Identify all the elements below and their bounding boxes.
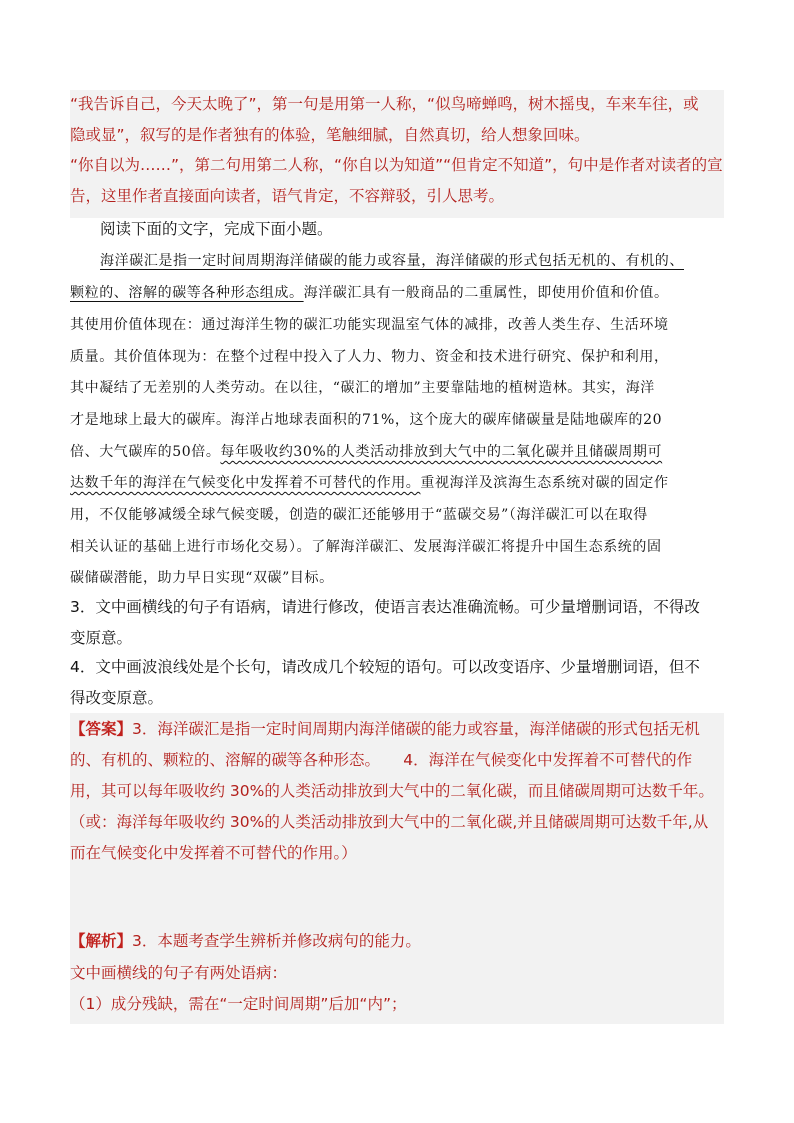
analysis-tag: 【解析】 — [70, 932, 133, 950]
answer-line: 【答案】3．海洋碳汇是指一定时间周期内海洋储碳的能力或容量，海洋储碳的形式包括无机 — [70, 720, 700, 738]
passage-line: 其使用价值体现在：通过海洋生物的碳汇功能实现温室气体的减排，改善人类生存、生活环境 — [70, 317, 669, 333]
answer-tag: 【答案】 — [70, 720, 133, 738]
passage-line: 用，不仅能够减缓全球气候变暖，创造的碳汇还能够用于“蓝碳交易”（海洋碳汇可以在取得 — [70, 507, 648, 523]
intro-analysis-line: 隐或显”，叙写的是作者独有的体验，笔触细腻，自然真切，给人想象回味。 — [70, 126, 590, 144]
answer-block — [70, 713, 724, 898]
passage-line: 其中凝结了无差别的人类劳动。在以往，“碳汇的增加”主要靠陆地的植树造林。其实，海洋 — [70, 380, 655, 396]
passage-line — [100, 254, 760, 268]
wavy-underlined-sentence: 达数千年的海洋在气候变化中发挥着不可替代的作用。 — [70, 475, 421, 491]
question-4: 4．文中画波浪线处是个长句，请改成几个较短的语句。可以改变语序、少量增删词语，但不 — [70, 658, 700, 676]
passage-line: 才是地球上最大的碳库。海洋占地球表面积的71%，这个庞大的碳库储碳量是陆地碳库的20 — [70, 412, 663, 428]
passage-line: 相关认证的基础上进行市场化交易）。了解海洋碳汇、发展海洋碳汇将提升中国生态系统的固 — [70, 539, 662, 555]
analysis-line: （1）成分残缺，需在“一定时间周期”后加“内”； — [70, 995, 407, 1013]
underlined-sentence: 海洋碳汇是指一定时间周期海洋储碳的能力或容量，海洋储碳的形式包括无机的、有机的、 — [100, 253, 684, 269]
question-3: 3．文中画横线的句子有语病，请进行修改，使语言表达准确流畅。可少量增删词语，不得改 — [70, 598, 700, 616]
answer-line: 而在气候变化中发挥着不可替代的作用。） — [70, 844, 357, 862]
passage-line: 达数千年的海洋在气候变化中发挥着不可替代的作用。重视海洋及滨海生态系统对碳的固定作 — [70, 475, 669, 491]
answer-line: 的、有机的、颗粒的、溶解的碳等各种形态。 4．海洋在气候变化中发挥着不可替代的作 — [70, 751, 693, 769]
intro-analysis-line: “我告诉自己，今天太晚了”，第一句是用第一人称，“似鸟啼蝉鸣，树木摇曳，车来车往，或 — [70, 95, 699, 113]
passage-line: 碳储碳潜能，助力早日实现“双碳”目标。 — [70, 570, 334, 586]
answer-line: 用，其可以每年吸收约 30%的人类活动排放到大气中的二氧化碳，而且储碳周期可达数千年。 — [70, 782, 714, 800]
passage-line: 质量。其价值体现为：在整个过程中投入了人力、物力、资金和技术进行研究、保护和利用， — [70, 349, 669, 365]
passage-line: 颗粒的、溶解的碳等各种形态组成。海洋碳汇具有一般商品的二重属性，即使用价值和价值。 — [70, 285, 669, 301]
question-4: 得改变原意。 — [70, 689, 164, 707]
analysis-line: 【解析】3．本题考查学生辨析并修改病句的能力。 — [70, 932, 421, 950]
underlined-sentence: 颗粒的、溶解的碳等各种形态组成。 — [70, 285, 304, 301]
question-3: 变原意。 — [70, 629, 133, 647]
passage-line: 倍、大气碳库的50倍。每年吸收约30%的人类活动排放到大气中的二氧化碳并且储碳周期可 — [70, 444, 663, 460]
intro-analysis-line: 告，这里作者直接面向读者，语气肯定，不容辩驳，引人思考。 — [70, 187, 505, 205]
reading-instruction: 阅读下面的文字，完成下面小题。 — [100, 220, 333, 238]
intro-analysis-line: “你自以为……”，第二句用第二人称，“你自以为知道”“但肯定不知道”，句中是作者对读者的宣 — [70, 156, 723, 174]
answer-line: （或：海洋每年吸收约 30%的人类活动排放到大气中的二氧化碳,并且储碳周期可达数千年,从 — [70, 813, 709, 831]
wavy-underlined-sentence: 每年吸收约30%的人类活动排放到大气中的二氧化碳并且储碳周期可 — [220, 444, 663, 460]
analysis-line: 文中画横线的句子有两处语病： — [70, 964, 288, 982]
